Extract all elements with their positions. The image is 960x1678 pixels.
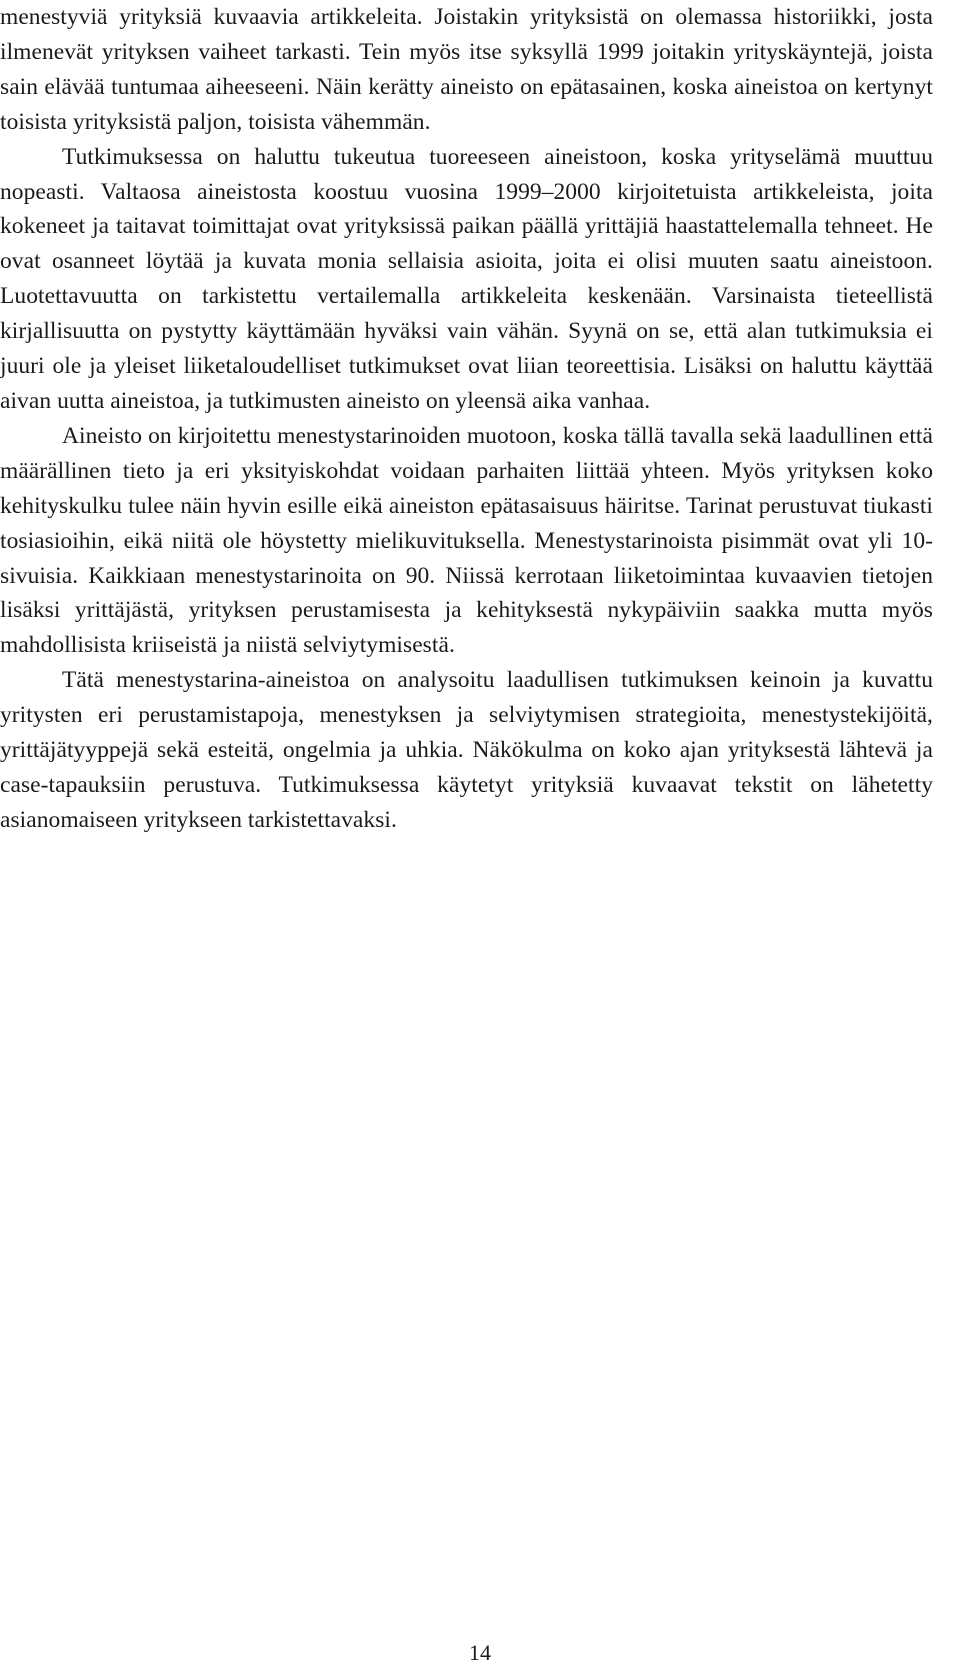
page-number: 14	[469, 1640, 491, 1665]
body-text	[0, 0, 933, 838]
paragraph: Tätä menestystarina-aineistoa on analysoitu laadullisen tutkimuksen keinoin ja kuvattu yritysten eri perustamistapoja, menestyksen ja selviytymisen strategioita, menestystekijöitä, yrittäjätyyppejä sekä esteitä, ongelmia ja uhkia. Näkökulma on koko ajan yrityksestä lähtevä ja case-tapauksiin perustuva. Tutkimuksessa käytetyt yrityksiä kuvaavat tekstit on lähetetty asianomaiseen yritykseen tarkistettavaksi.	[0, 667, 933, 833]
paragraph: Aineisto on kirjoitettu menestystarinoiden muotoon, koska tällä tavalla sekä laadullinen että määrällinen tieto ja eri yksityiskohdat voidaan parhaiten liittää yhteen. Myös yrityksen koko kehityskulku tulee näin hyvin esille eikä aineiston epätasaisuus häiritse. Tarinat perustuvat tiukasti tosiasioihin, eikä niitä ole höystetty mielikuvituksella. Menestystarinoista pisimmät ovat yli 10-sivuisia. Kaikkiaan menestystarinoita on 90. Niissä kerrotaan liiketoimintaa kuvaavien tietojen lisäksi yrittäjästä, yrityksen perustamisesta ja kehityksestä nykypäiviin saakka mutta myös mahdollisista kriiseistä ja niistä selviytymisestä.	[0, 422, 933, 659]
paragraph: menestyviä yrityksiä kuvaavia artikkeleita. Joistakin yrityksistä on olemassa historiikki, josta ilmenevät yrityksen vaiheet tarkasti. Tein myös itse syksyllä 1999 joitakin yrityskäyntejä, joista sain elävää tuntumaa aiheeseeni. Näin kerätty aineisto on epätasainen, koska aineistoa on kertynyt toisista yrityksistä paljon, toisista vähemmän.	[0, 4, 933, 135]
paragraph: Tutkimuksessa on haluttu tukeutua tuoreeseen aineistoon, koska yrityselämä muuttuu nopeasti. Valtaosa aineistosta koostuu vuosina 1999–2000 kirjoitetuista artikkeleista, joita kokeneet ja taitavat toimittajat ovat yrityksissä paikan päällä yrittäjiä haastattelemalla tehneet. He ovat osanneet löytää ja kuvata monia sellaisia asioita, joita ei olisi muuten saatu aineistoon. Luotettavuutta on tarkistettu vertailemalla artikkeleita keskenään. Varsinaista tieteellistä kirjallisuutta on pystytty käyttämään hyväksi vain vähän. Syynä on se, että alan tutkimuksia ei juuri ole ja yleiset liiketaloudelliset tutkimukset ovat liian teoreettisia. Lisäksi on haluttu käyttää aivan uutta aineistoa, ja tutkimusten aineisto on yleensä aika vanhaa.	[0, 143, 933, 414]
